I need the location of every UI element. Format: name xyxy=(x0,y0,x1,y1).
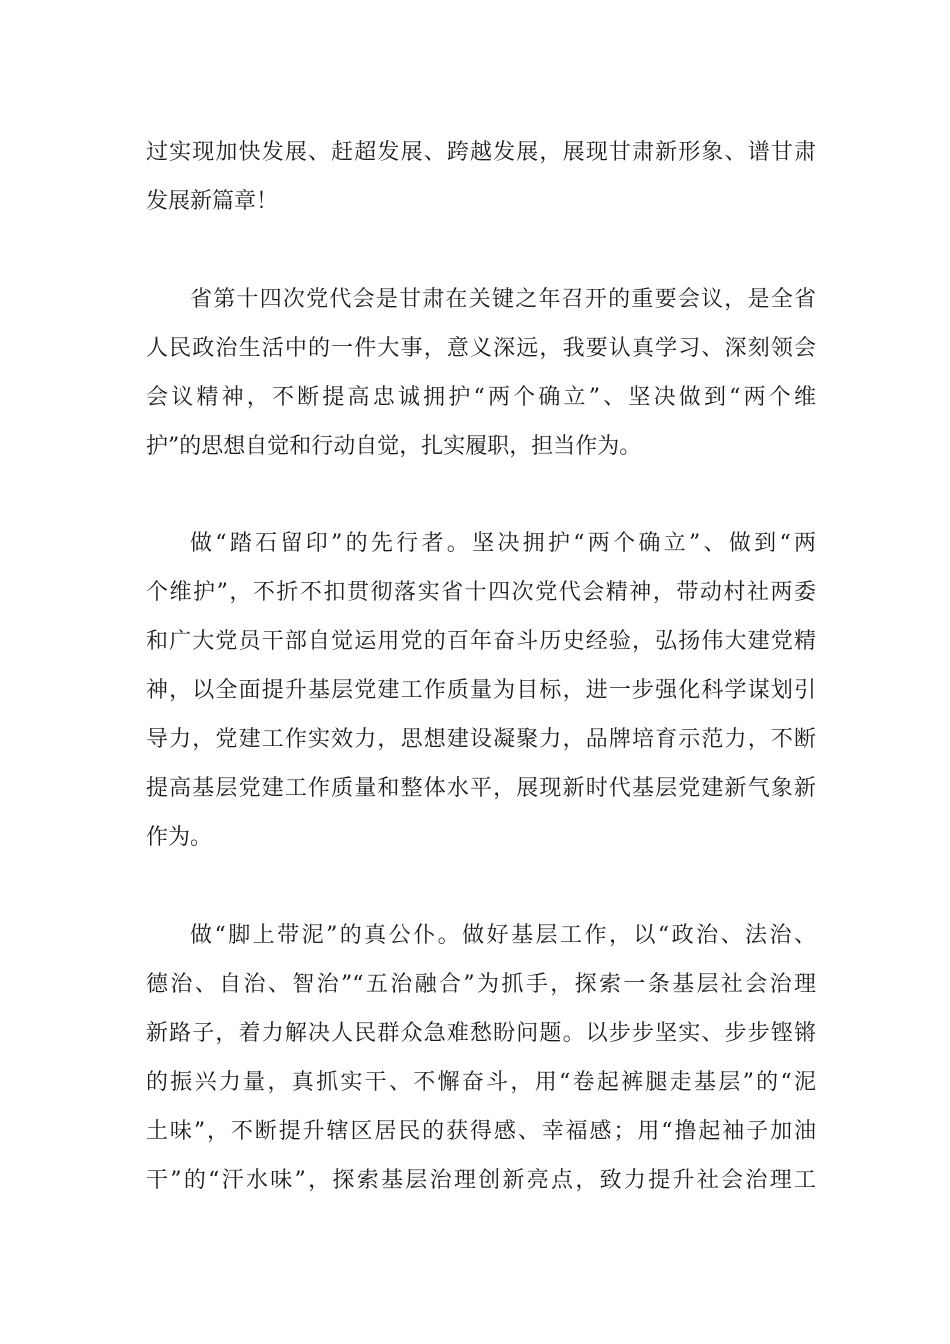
text-line: 会议精神，不断提高忠诚拥护“两个确立”、坚决做到“两个维 xyxy=(146,385,816,410)
text-line: 导力，党建工作实效力，思想建设凝聚力，品牌培育示范力，不断 xyxy=(146,727,816,752)
text-line: 新路子，着力解决人民群众急难愁盼问题。以步步坚实、步步铿锵 xyxy=(146,1021,816,1046)
text-line: 作为。 xyxy=(146,825,213,850)
text-line: 土味”，不断提升辖区居民的获得感、幸福感；用“撸起袖子加油 xyxy=(146,1119,816,1144)
text-line: 干”的“汗水味”，探索基层治理创新亮点，致力提升社会治理工 xyxy=(146,1168,816,1193)
text-line: 发展新篇章！ xyxy=(146,189,279,214)
text-line: 做“踏石留印”的先行者。坚决拥护“两个确立”、做到“两 xyxy=(190,531,816,556)
text-line: 提高基层党建工作质量和整体水平，展现新时代基层党建新气象新 xyxy=(146,776,816,801)
text-line: 神，以全面提升基层党建工作质量为目标，进一步强化科学谋划引 xyxy=(146,678,816,703)
text-line: 护”的思想自觉和行动自觉，扎实履职，担当作为。 xyxy=(146,434,642,459)
text-line: 省第十四次党代会是甘肃在关键之年召开的重要会议，是全省 xyxy=(190,287,816,312)
text-line: 和广大党员干部自觉运用党的百年奋斗历史经验，弘扬伟大建党精 xyxy=(146,629,816,654)
text-line: 的振兴力量，真抓实干、不懈奋斗，用“卷起裤腿走基层”的“泥 xyxy=(146,1070,816,1095)
text-line: 做“脚上带泥”的真公仆。做好基层工作，以“政治、法治、 xyxy=(190,923,816,948)
text-line: 过实现加快发展、赶超发展、跨越发展，展现甘肃新形象、谱甘肃 xyxy=(146,140,816,165)
text-line: 个维护”，不折不扣贯彻落实省十四次党代会精神，带动村社两委 xyxy=(146,580,816,605)
text-line: 德治、自治、智治”“五治融合”为抓手，探索一条基层社会治理 xyxy=(146,972,816,997)
text-line: 人民政治生活中的一件大事，意义深远，我要认真学习、深刻领会 xyxy=(146,336,816,361)
